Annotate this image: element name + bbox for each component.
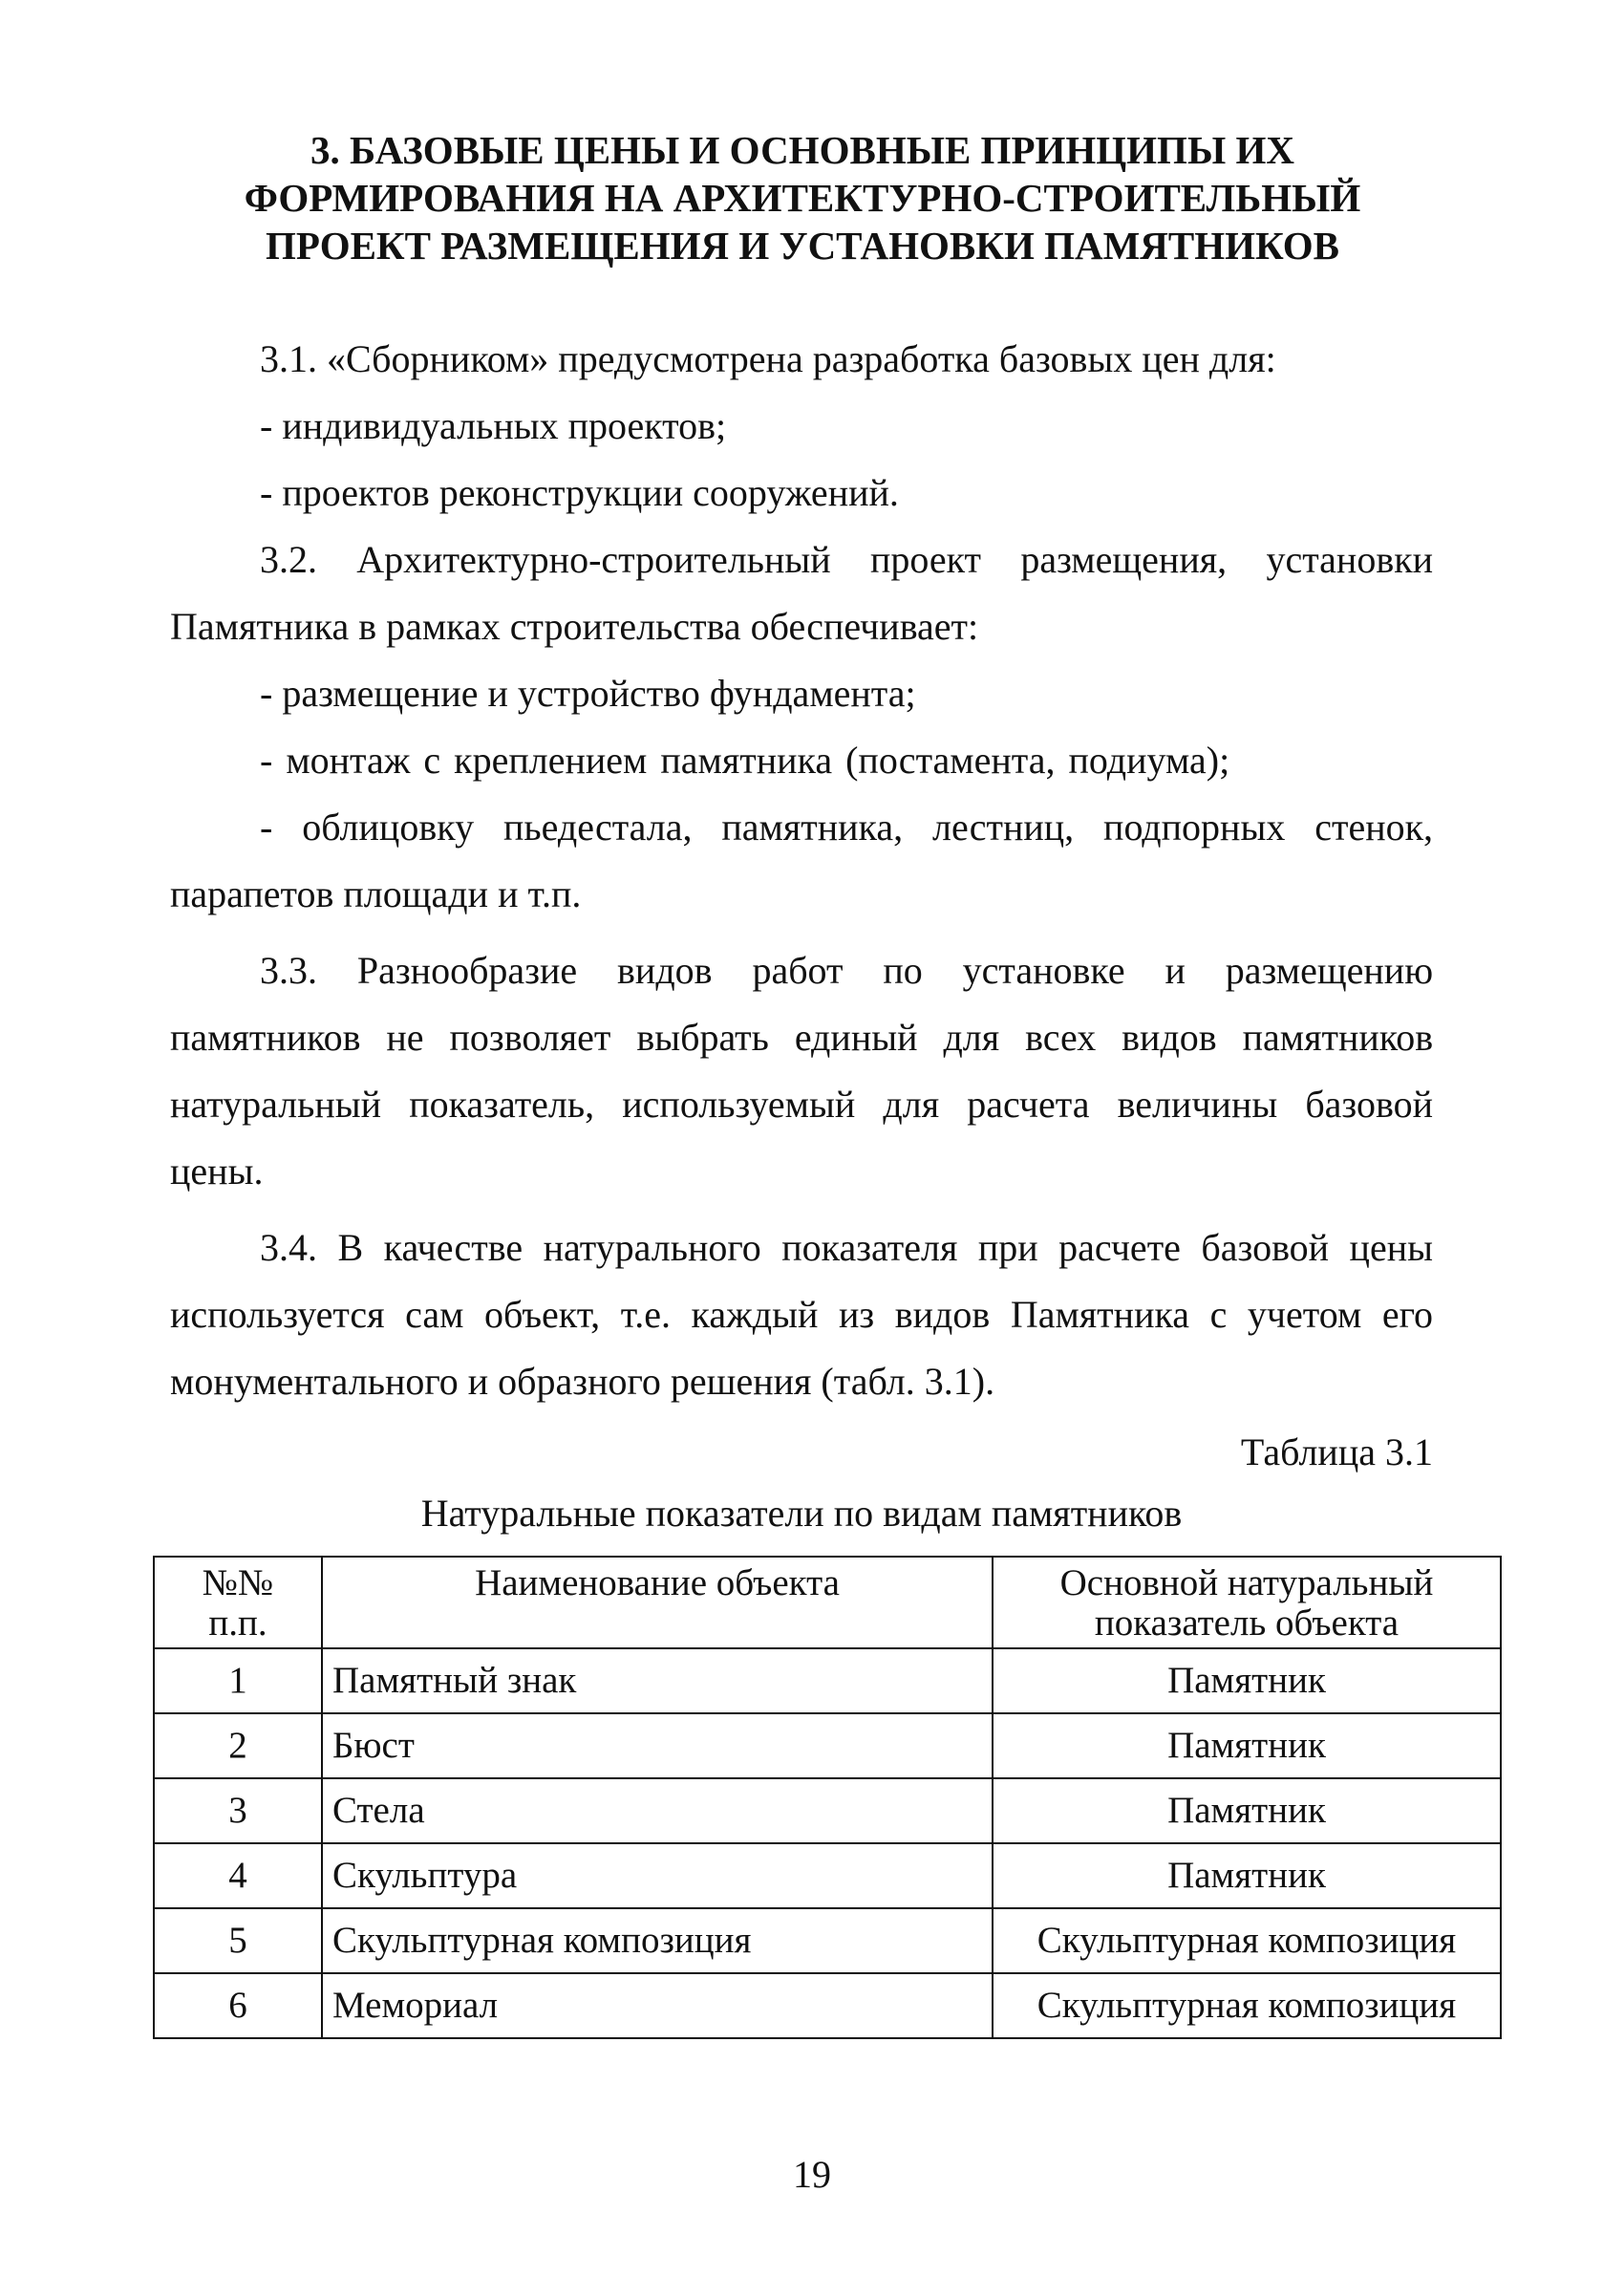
word: натуральный bbox=[170, 1083, 382, 1126]
paragraph-3-3-line: цены. bbox=[170, 1150, 264, 1193]
word: памятников bbox=[1242, 1016, 1434, 1059]
word: всех bbox=[1025, 1016, 1097, 1059]
cell-name: Стела bbox=[322, 1778, 993, 1843]
word: В качестве bbox=[337, 1226, 524, 1269]
word: размещения, bbox=[1020, 538, 1228, 581]
table-row bbox=[154, 1843, 1501, 1908]
table-row bbox=[154, 1713, 1501, 1778]
word: с учетом его bbox=[1209, 1293, 1434, 1336]
word: т.е. bbox=[620, 1293, 671, 1336]
word: по bbox=[883, 949, 923, 992]
cell-number: 2 bbox=[154, 1713, 322, 1778]
cell-indicator: Памятник bbox=[993, 1713, 1501, 1778]
table-row bbox=[154, 1778, 1501, 1843]
word: из bbox=[838, 1293, 875, 1336]
table-row bbox=[154, 1973, 1501, 2038]
list-item: - монтаж с креплением памятника (постамента, подиума); bbox=[260, 739, 1230, 782]
header-number-line: №№ bbox=[202, 1562, 274, 1603]
paragraph-3-4-line: монументального и образного решения (табл. 3.1). bbox=[170, 1360, 995, 1403]
header-indicator bbox=[993, 1557, 1501, 1648]
word: единый bbox=[794, 1016, 918, 1059]
header-number bbox=[154, 1557, 322, 1648]
word: лестниц, bbox=[932, 806, 1075, 849]
paragraph-3-1: 3.1. «Сборником» предусмотрена разработка базовых цен для: bbox=[260, 337, 1276, 380]
header-indicator-line: Основной натуральный bbox=[1059, 1562, 1434, 1603]
header-number-line: п.п. bbox=[208, 1602, 267, 1644]
word: установке bbox=[962, 949, 1125, 992]
cell-name: Бюст bbox=[322, 1713, 993, 1778]
word: показатель, bbox=[409, 1083, 595, 1126]
word: подпорных bbox=[1103, 806, 1286, 849]
section-title-line: ФОРМИРОВАНИЯ НА АРХИТЕКТУРНО-СТРОИТЕЛЬНЫЙ bbox=[244, 176, 1361, 220]
cell-indicator: Скульптурная композиция bbox=[993, 1973, 1501, 2038]
indicators-table bbox=[153, 1556, 1502, 2039]
list-item-continuation: парапетов площади и т.п. bbox=[170, 872, 582, 915]
section-title-line: ПРОЕКТ РАЗМЕЩЕНИЯ И УСТАНОВКИ ПАМЯТНИКОВ bbox=[266, 224, 1339, 268]
section-title bbox=[172, 126, 1433, 269]
word: для bbox=[883, 1083, 940, 1126]
paragraph-3-3-line bbox=[170, 1015, 1433, 1061]
word: величины bbox=[1117, 1083, 1278, 1126]
word: установки bbox=[1266, 538, 1434, 581]
list-item: - проектов реконструкции сооружений. bbox=[260, 471, 899, 514]
word: и bbox=[1165, 949, 1186, 992]
cell-name: Скульптурная композиция bbox=[322, 1908, 993, 1973]
word: 3.4. bbox=[260, 1226, 317, 1269]
paragraph-3-3-line bbox=[260, 948, 1433, 994]
cell-number: 4 bbox=[154, 1843, 322, 1908]
list-item bbox=[260, 805, 1433, 850]
paragraph-3-2-line bbox=[260, 537, 1433, 583]
table-header-row bbox=[154, 1557, 1501, 1648]
cell-number: 5 bbox=[154, 1908, 322, 1973]
paragraph-3-4-line bbox=[260, 1225, 1433, 1271]
table-row bbox=[154, 1648, 1501, 1713]
cell-number: 1 bbox=[154, 1648, 322, 1713]
word: позволяет bbox=[449, 1016, 611, 1059]
list-item: - индивидуальных проектов; bbox=[260, 404, 727, 447]
header-indicator-line: показатель объекта bbox=[1094, 1602, 1400, 1644]
word: видов bbox=[617, 949, 713, 992]
cell-indicator: Скульптурная композиция bbox=[993, 1908, 1501, 1973]
word: 3.3. bbox=[260, 949, 317, 992]
word: используется bbox=[170, 1293, 385, 1336]
table-caption: Натуральные показатели по видам памятников bbox=[420, 1492, 1183, 1535]
word: Памятника bbox=[1010, 1293, 1190, 1336]
section-title-line: 3. БАЗОВЫЕ ЦЕНЫ И ОСНОВНЫЕ ПРИНЦИПЫ ИХ bbox=[310, 128, 1294, 172]
cell-name: Мемориал bbox=[322, 1973, 993, 2038]
word: базовой bbox=[1305, 1083, 1434, 1126]
page-number: 19 bbox=[793, 2153, 831, 2196]
word: натурального показателя bbox=[543, 1226, 958, 1269]
cell-name: Скульптура bbox=[322, 1843, 993, 1908]
word: - bbox=[260, 806, 273, 849]
word: пьедестала, bbox=[502, 806, 693, 849]
header-name: Наименование объекта bbox=[322, 1557, 993, 1648]
word: стенок, bbox=[1314, 806, 1434, 849]
table-row bbox=[154, 1908, 1501, 1973]
cell-indicator: Памятник bbox=[993, 1778, 1501, 1843]
word: Архитектурно-строительный bbox=[356, 538, 831, 581]
word: памятников bbox=[170, 1016, 361, 1059]
word: Разнообразие bbox=[356, 949, 578, 992]
word: для bbox=[943, 1016, 1000, 1059]
word: каждый bbox=[691, 1293, 819, 1336]
word: расчета bbox=[967, 1083, 1090, 1126]
word: видов bbox=[1122, 1016, 1217, 1059]
word: проект bbox=[869, 538, 982, 581]
paragraph-3-3-line bbox=[170, 1082, 1433, 1128]
paragraph-3-2-line: Памятника в рамках строительства обеспечивает: bbox=[170, 605, 979, 648]
list-item: - размещение и устройство фундамента; bbox=[260, 672, 916, 715]
cell-number: 6 bbox=[154, 1973, 322, 2038]
word: выбрать bbox=[636, 1016, 769, 1059]
word: используемый bbox=[622, 1083, 856, 1126]
word: при расчете базовой цены bbox=[977, 1226, 1433, 1269]
table-label: Таблица 3.1 bbox=[1240, 1430, 1433, 1473]
word: видов bbox=[894, 1293, 991, 1336]
paragraph-3-4-line bbox=[170, 1292, 1433, 1338]
word: размещению bbox=[1225, 949, 1434, 992]
word: 3.2. bbox=[260, 538, 317, 581]
word: памятника, bbox=[721, 806, 904, 849]
cell-indicator: Памятник bbox=[993, 1843, 1501, 1908]
cell-name: Памятный знак bbox=[322, 1648, 993, 1713]
word: сам объект, bbox=[405, 1293, 601, 1336]
word: работ bbox=[752, 949, 844, 992]
cell-indicator: Памятник bbox=[993, 1648, 1501, 1713]
cell-number: 3 bbox=[154, 1778, 322, 1843]
word: не bbox=[386, 1016, 424, 1059]
word: облицовку bbox=[302, 806, 475, 849]
